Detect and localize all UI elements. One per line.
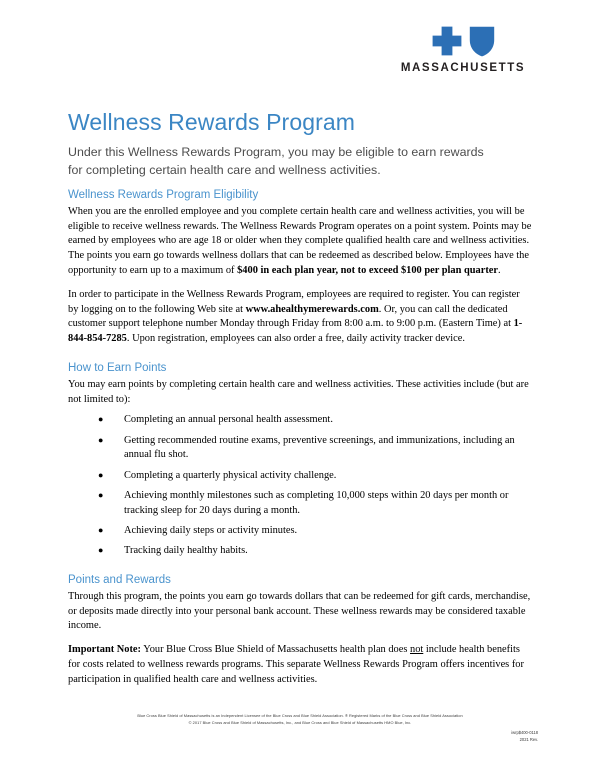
brand-header xyxy=(388,26,538,75)
earn-points-intro: You may earn points by completing certain health care and wellness activities. These activities include (but are not limited to): xyxy=(68,378,529,405)
list-item-text: Tracking daily healthy habits. xyxy=(124,545,248,557)
points-rewards-paragraph: Through this program, the points you earn go towards dollars that can be redeemed for gift cards, merchandise, or deposits made directly into your personal bank account. These wellness rewards may be considered taxable income. xyxy=(68,590,531,632)
section-heading-eligibility: Wellness Rewards Program Eligibility xyxy=(68,189,259,201)
page-footer xyxy=(0,713,600,742)
list-item xyxy=(98,413,532,428)
list-item xyxy=(98,489,532,519)
page-subtitle: Under this Wellness Rewards Program, you may be eligible to earn rewards for completing certain health care and wellness activities. xyxy=(68,145,484,177)
bullet-icon: ● xyxy=(98,469,104,480)
eligibility-p2-text-c: . Upon registration, employees can also order a free, daily activity tracker device. xyxy=(126,333,466,345)
eligibility-p1-bold: $400 in each plan year, not to exceed $100 per plan quarter xyxy=(237,265,499,276)
list-item-text: Completing a quarterly physical activity challenge. xyxy=(124,469,337,481)
brand-wordmark: MASSACHUSETTS xyxy=(400,62,526,74)
support-phone-number: 1-844-854-7285 xyxy=(68,318,523,345)
bullet-icon: ● xyxy=(98,434,104,445)
list-item-text: Getting recommended routine exams, preventive screenings, and immunizations, including an annual flu shot. xyxy=(124,434,515,461)
earn-points-list xyxy=(68,413,532,559)
eligibility-p1-text-b: . xyxy=(498,265,501,276)
eligibility-paragraph-1 xyxy=(68,205,532,279)
list-item xyxy=(98,434,532,464)
list-item xyxy=(98,469,532,484)
footer-code-line-1: iwrp$400-0118 xyxy=(511,730,538,735)
page-title: Wellness Rewards Program xyxy=(68,109,356,135)
list-item-text: Achieving monthly milestones such as completing 10,000 steps within 20 days per month or tracking sleep for 20 days during a month. xyxy=(124,489,509,516)
important-note-label: Important Note: xyxy=(68,644,142,656)
bullet-icon: ● xyxy=(98,414,104,425)
eligibility-p2-text-a: In order to participate in the Wellness Rewards Program, employees are required to register. You can register by logging on to the following Web site at xyxy=(68,288,520,315)
section-heading-how-to-earn-points: How to Earn Points xyxy=(68,361,167,374)
section-heading-points-and-rewards: Points and Rewards xyxy=(68,573,171,586)
list-item xyxy=(98,544,532,559)
important-note-emphasis: not xyxy=(410,644,424,656)
important-note-paragraph xyxy=(68,643,532,687)
list-item-text: Completing an annual personal health assessment. xyxy=(124,414,333,426)
bullet-icon: ● xyxy=(98,489,104,500)
rewards-website: www.ahealthymerewards.com xyxy=(245,303,379,315)
bcbs-cross-shield-icon xyxy=(432,26,495,56)
footer-code-line-2: 2021 Rev. xyxy=(519,736,538,742)
eligibility-paragraph-2 xyxy=(68,288,532,347)
eligibility-p2-text-b: . Or, you can call the dedicated customer support telephone number Monday through Friday from 8:00 a.m. to 9:00 p.m. (Eastern Time) at xyxy=(68,303,514,330)
bullet-icon: ● xyxy=(98,545,104,556)
footer-document-code xyxy=(511,730,538,744)
bullet-icon: ● xyxy=(98,524,104,535)
important-note-text-b: include health benefits for costs related to wellness rewards programs. This separate Wellness Rewards Program offers incentives for participation in qualified health care and wellness activities. xyxy=(68,644,524,685)
document-body xyxy=(68,188,532,696)
footer-legal-line-2: © 2017 Blue Cross and Blue Shield of Massachusetts, Inc., and Blue Cross and Blue Shield of Massachusetts HMO Blue, Inc. xyxy=(188,719,412,725)
list-item xyxy=(98,524,532,539)
list-item-text: Achieving daily steps or activity minutes. xyxy=(124,524,298,536)
eligibility-p1-text-a: When you are the enrolled employee and you complete certain health care and wellness activities, you will be eligible to receive wellness rewards. The Wellness Rewards Program operates on a point system. Points may be earned by employees who are age 18 or older when they complete qualified health care and wellness activities. The points you earn go towards wellness dollars that can be redeemed as described below. Employees have the opportunity to earn up to a maximum of xyxy=(68,205,532,276)
important-note-text-a: Your Blue Cross Blue Shield of Massachusetts health plan does xyxy=(141,644,410,656)
footer-legal-line-1: Blue Cross Blue Shield of Massachusetts is an Independent Licensee of the Blue Cross and Blue Shield Association. ® Registered Marks of the Blue Cross and Blue Shield Association xyxy=(137,713,463,718)
